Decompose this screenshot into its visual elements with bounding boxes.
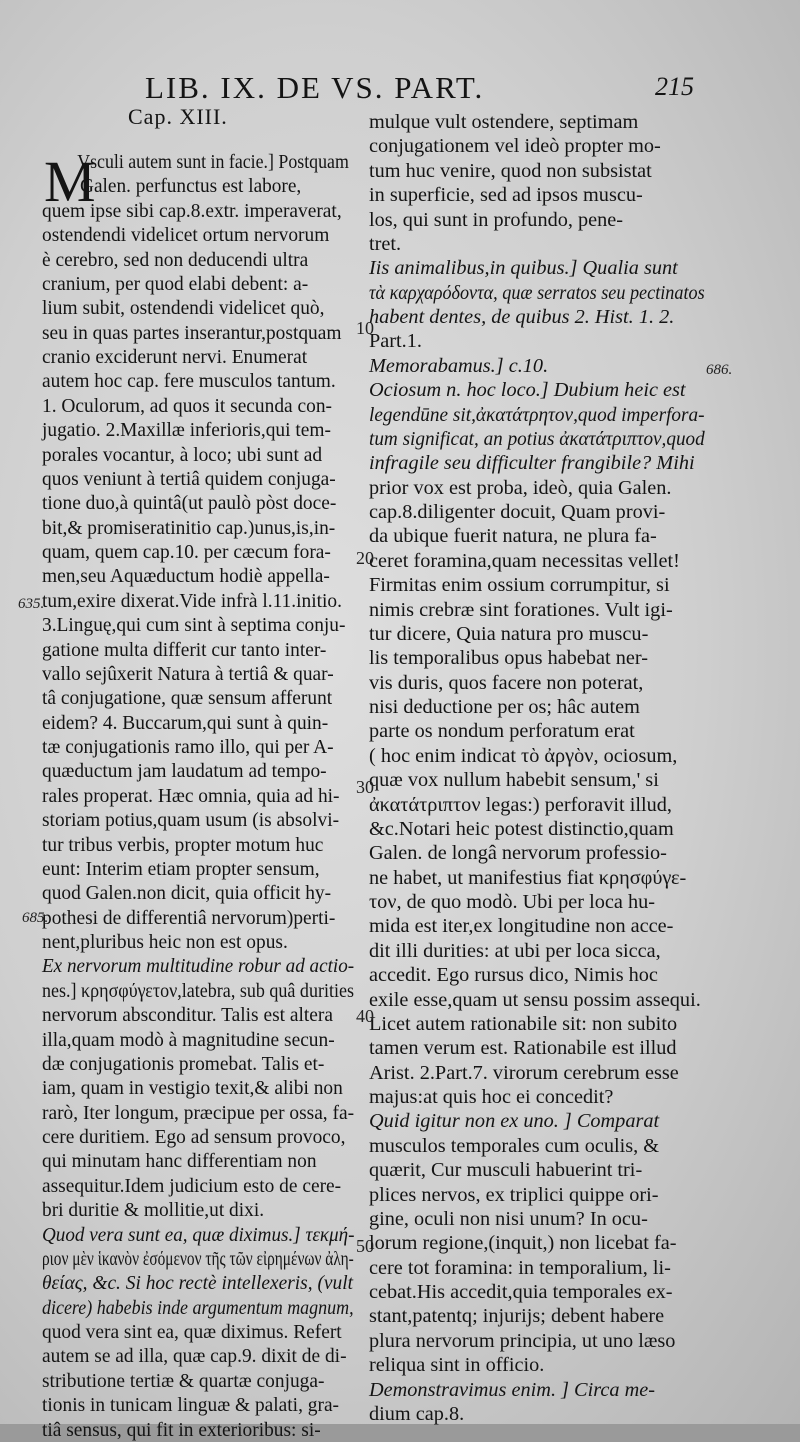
text-line: Galen. perfunctus est labore, — [80, 175, 302, 198]
text-line: quæ vox nullum habebit sensum,' si — [369, 769, 659, 792]
text-line: quæductum jam laudatum ad tempo- — [42, 760, 327, 783]
text-line: da ubique fuerit natura, ne plura fa- — [369, 525, 657, 548]
text-line: Quid igitur non ex uno. ] Comparat — [369, 1110, 660, 1133]
text-line: 3.Linguę,qui cum sint à septima conju- — [42, 614, 346, 637]
text-line: accedit. Ego rursus dico, Nimis hoc — [369, 964, 658, 987]
right-column — [369, 110, 705, 1426]
text-line: gine, oculi non nisi unum? In ocu- — [369, 1207, 648, 1230]
text-line: vallo sejûxerit Natura à tertiâ & quar- — [42, 662, 334, 685]
line-number: 30 — [356, 777, 374, 797]
text-line: Arist. 2.Part.7. virorum cerebrum esse — [369, 1061, 679, 1084]
text-line: plices nervos, ex triplici quippe ori- — [369, 1183, 659, 1206]
text-line: rales properat. Hæc omnia, quia ad hi- — [42, 784, 340, 807]
text-line: bri duritie & mollitie,ut dixi. — [42, 1199, 265, 1222]
text-line: Quod vera sunt ea, quæ diximus.] τεκμή- — [42, 1223, 355, 1246]
text-line: ostendendi videlicet ortum nervorum — [42, 224, 330, 247]
text-line: dæ conjugationis promebat. Talis et- — [42, 1052, 325, 1075]
line-number: 20 — [356, 548, 374, 568]
text-line: mulque vult ostendere, septimam — [369, 111, 639, 133]
text-line: nervorum absconditur. Talis est altera — [42, 1004, 333, 1027]
text-line: 1. Oculorum, ad quos it secunda con- — [42, 394, 333, 417]
text-line: tum significat, an potius ἀκατάτριπτον,quod — [369, 427, 705, 450]
text-line: ριον μὲν ἱκανὸν ἐσόμενον τῆς τῶν εἰρημένων ἀλη- — [42, 1247, 354, 1270]
text-line: Part.1. — [369, 330, 422, 353]
text-line: in superficie, sed ad ipsos muscu- — [369, 184, 643, 207]
line-number: 10 — [356, 318, 374, 338]
text-line: Iis animalibus,in quibus.] Qualia sunt — [369, 257, 678, 280]
text-line: nes.] κρησφύγετον,latebra, sub quâ durities — [42, 979, 355, 1002]
text-line: nent,pluribus heic non est opus. — [42, 931, 288, 953]
text-line: Ociosum n. hoc loco.] Dubium heic est — [369, 379, 686, 402]
text-line: tret. — [369, 232, 402, 255]
text-line: Ex nervorum multitudine robur ad actio- — [42, 955, 355, 978]
text-line: Firmitas enim ossium corrumpitur, si — [369, 574, 670, 597]
text-line: legendūne sit,ἀκατάτρητον,quod imperfora- — [369, 403, 705, 426]
text-line: jugatio. 2.Maxillæ inferioris,qui tem- — [42, 419, 331, 442]
text-line: lium subit, ostendendi videlicet quò, — [42, 297, 325, 320]
text-line: cebat.His accedit,quia temporales ex- — [369, 1281, 673, 1303]
text-line: men,seu Aquæductum hodiè appella- — [42, 565, 330, 588]
margin-mark: 635. — [18, 596, 45, 612]
text-line: ceret foramina,quam necessitas vellet! — [369, 549, 680, 572]
text-line: tæ conjugationis ramo illo, qui per A- — [42, 736, 334, 758]
text-line: autem hoc cap. fere musculos tantum. — [42, 370, 336, 393]
text-line: mida est iter,ex longitudine non acce- — [369, 915, 674, 938]
text-line: eidem? 4. Buccarum,qui sunt à quin- — [42, 711, 329, 734]
text-line: reliqua sint in officio. — [369, 1354, 545, 1377]
text-line: stant,patentq; injurijs; debent habere — [369, 1305, 665, 1328]
text-line: stributione tertiæ & quartæ conjuga- — [42, 1369, 325, 1392]
text-line: τὰ καρχαρόδοντα, quæ serratos seu pectinatos — [369, 281, 705, 304]
text-line: illa,quam modò à magnitudine secun- — [42, 1028, 335, 1051]
text-line: tâ conjugatione, quæ sensum afferunt — [42, 687, 333, 710]
text-line: musculos temporales cum oculis, & — [369, 1134, 660, 1157]
text-line: rarò, Iter longum, præcipue per ossa, fa- — [42, 1101, 355, 1124]
text-line: Licet autem rationabile sit: non subito — [369, 1012, 678, 1035]
text-line: quod vera sint ea, quæ diximus. Refert — [42, 1321, 342, 1343]
text-line: exile esse,quam ut sensu possim assequi. — [369, 988, 701, 1011]
text-line: τον, de quo modò. Ubi per loca hu- — [369, 891, 655, 913]
text-line: cranio exciderunt nervi. Enumerat — [42, 346, 308, 368]
text-line: assequitur.Idem judicium esto de cere- — [42, 1174, 342, 1197]
text-line: cere duritiem. Ego ad sensum provoco, — [42, 1126, 346, 1148]
text-line: seu in quas partes inserantur,postquam — [42, 321, 342, 344]
text-line: tione duo,à quintâ(ut paulò pòst doce- — [42, 492, 337, 515]
text-line: iam, quam in vestigio texit,& alibi non — [42, 1077, 343, 1100]
line-number: 40 — [356, 1006, 374, 1026]
text-line: dicere) habebis inde argumentum magnum, — [42, 1296, 354, 1319]
text-line: tur dicere, Quia natura pro muscu- — [369, 622, 649, 645]
text-line: autem se ad illa, quæ cap.9. dixit de di- — [42, 1345, 347, 1368]
text-line: tur tribus verbis, propter motum huc — [42, 833, 324, 856]
text-line: cere tot foramina: in temporalium, li- — [369, 1256, 671, 1279]
text-line: habent dentes, de quibus 2. Hist. 1. 2. — [369, 306, 675, 328]
text-line: Galen. de longâ nervorum professio- — [369, 842, 667, 865]
text-line: quem ipse sibi cap.8.extr. imperaverat, — [42, 199, 342, 222]
text-line: tum huc venire, quod non subsistat — [369, 159, 652, 182]
text-line: quod Galen.non dicit, quia officit hy- — [42, 882, 332, 905]
text-line: gatione multa differit cur tanto inter- — [42, 638, 327, 661]
text-line: dit illi durities: at ubi per loca sicca, — [369, 939, 661, 962]
text-line: quærit, Cur musculi habuerint tri- — [369, 1159, 643, 1182]
text-line: vis duris, quos facere non poterat, — [369, 671, 644, 694]
chapter-heading: Cap. XIII. — [128, 104, 228, 129]
text-line: cap.8.diligenter docuit, Quam provi- — [369, 501, 666, 523]
margin-mark: 685. — [22, 910, 49, 926]
text-line: eunt: Interim etiam propter sensum, — [42, 857, 320, 880]
text-line: lorum regione,(inquit,) non licebat fa- — [369, 1232, 677, 1255]
text-line: cranium, per quod elabi debent: a- — [42, 272, 309, 295]
text-line: è cerebro, sed non deducendi ultra — [42, 248, 309, 271]
text-line: porales vocantur, à loco; ubi sunt ad — [42, 443, 323, 466]
text-line: storiam potius,quam usum (is absolvi- — [42, 809, 340, 832]
text-line: parte os nondum perforatum erat — [369, 720, 635, 743]
drop-cap: M — [44, 149, 96, 214]
text-line: conjugationem vel ideò propter mo- — [369, 135, 661, 158]
text-line: pothesi de differentiâ nervorum)perti- — [42, 906, 336, 929]
text-line: bit,& promiseratinitio cap.)unus,is,in- — [42, 516, 336, 539]
text-line: ἀκατάτριπτον legas:) perforavit illud, — [369, 793, 672, 816]
margin-mark: 686. — [706, 362, 733, 378]
text-line: Demonstravimus enim. ] Circa me- — [369, 1378, 655, 1401]
text-line: tiâ sensus, qui fit in exterioribus: si- — [42, 1418, 321, 1441]
text-line: infragile seu difficulter frangibile? Mihi — [369, 452, 695, 475]
text-line: nisi deductione per os; hâc autem — [369, 696, 640, 718]
page-number: 215 — [655, 72, 694, 101]
text-line: &c.Notari heic potest distinctio,quam — [369, 817, 674, 840]
running-head: LIB. IX. DE VS. PART. — [145, 70, 485, 105]
text-line: quam, quem cap.10. per cæcum fora- — [42, 541, 331, 563]
text-line: tionis in tunicam linguæ & palati, gra- — [42, 1394, 340, 1417]
text-line: majus:at quis hoc ei concedit? — [369, 1086, 614, 1108]
text-line: nimis crebræ sint forationes. Vult igi- — [369, 598, 673, 621]
text-line: los, qui sunt in profundo, pene- — [369, 208, 624, 231]
text-line: prior vox est proba, ideò, quia Galen. — [369, 476, 672, 499]
text-line: tamen verum est. Rationabile est illud — [369, 1037, 677, 1060]
text-line: lis temporalibus opus habebat ner- — [369, 647, 648, 670]
text-line: plura nervorum principia, ut uno læso — [369, 1329, 676, 1352]
text-line: Memorabamus.] c.10. — [369, 354, 549, 377]
text-line: ( hoc enim indicat τὸ ἀργὸν, ociosum, — [369, 744, 678, 767]
text-line: dium cap.8. — [369, 1402, 465, 1425]
text-line: tum,exire dixerat.Vide infrà l.11.initio. — [42, 589, 342, 612]
text-line: Vsculi autem sunt in facie.] Postquam — [77, 151, 349, 173]
line-number: 50 — [356, 1236, 374, 1256]
text-line: quos veniunt à tertiâ quidem conjuga- — [42, 467, 336, 490]
left-column — [42, 150, 368, 1442]
text-line: ne habet, ut manifestius fiat κρησφύγε- — [369, 866, 687, 889]
text-line: θείας, &c. Si hoc rectè intellexeris, (vult — [42, 1272, 354, 1295]
text-line: qui minutam hanc differentiam non — [42, 1150, 317, 1173]
